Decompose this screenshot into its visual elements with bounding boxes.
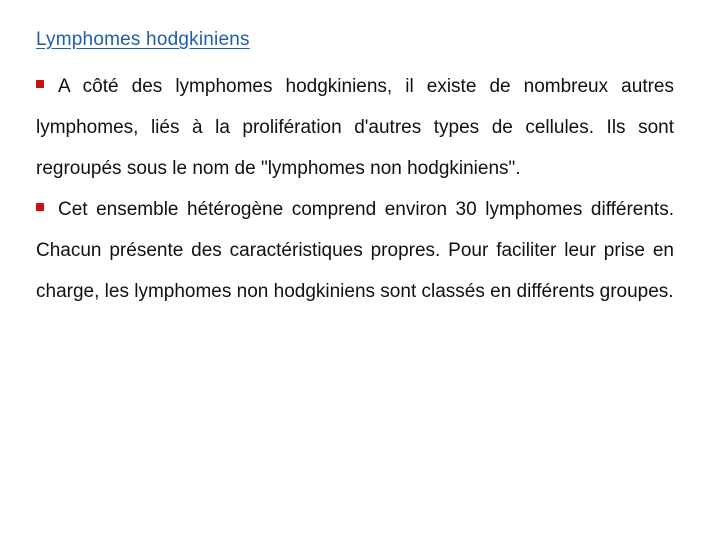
slide-title: Lymphomes hodgkiniens <box>36 29 250 50</box>
bullet-paragraph <box>36 189 674 312</box>
bullet-paragraph <box>36 66 674 189</box>
paragraph-text: A côté des lymphomes hodgkiniens, il existe de nombreux autres lymphomes, liés à la prolifération d'autres types de cellules. Ils sont regroupés sous le nom de "lymphomes non hodgkiniens". <box>36 76 674 179</box>
slide-body <box>36 66 674 312</box>
square-bullet-icon <box>36 80 44 88</box>
square-bullet-icon <box>36 203 44 211</box>
paragraph-text: Cet ensemble hétérogène comprend environ 30 lymphomes différents. Chacun présente des caractéristiques propres. Pour faciliter leur prise en charge, les lymphomes non hodgkiniens sont classés en différents groupes. <box>36 199 674 302</box>
